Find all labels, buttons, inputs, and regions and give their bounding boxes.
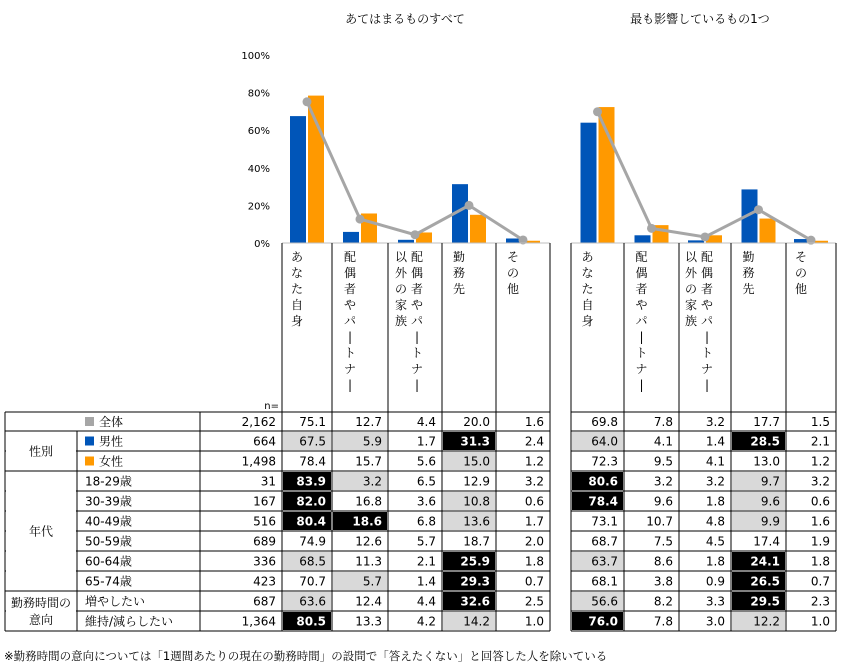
left-panel-bar-male [290, 116, 306, 243]
right-table-cell-value: 3.2 [810, 474, 830, 489]
left-table-cell-value: 2.5 [524, 594, 544, 609]
y-tick-label: 60% [247, 126, 270, 138]
left-table-cell-value: 5.7 [416, 534, 436, 549]
left-panel-category-label-char: | [347, 330, 353, 344]
left-panel-category-label-char: 偶 [343, 266, 357, 280]
right-panel-category-label-char: 勤 [742, 250, 755, 264]
right-table-cell-value: 2.3 [810, 594, 830, 609]
right-panel-category-label-char: 他 [794, 282, 808, 296]
right-table-cell-value: 0.6 [810, 494, 830, 509]
right-panel-overall-point [647, 224, 656, 233]
right-table-cell-value: 3.8 [653, 574, 673, 589]
right-panel-category-label-char: 自 [581, 298, 594, 312]
table-row-label: 50-59歳 [85, 534, 132, 549]
right-panel-title: 最も影響しているもの1つ [630, 12, 770, 26]
right-panel-bar-male [581, 123, 597, 243]
table-n-value: 2,162 [241, 415, 276, 429]
right-table-cell-value: 4.8 [705, 514, 725, 529]
left-panel-overall-point [303, 97, 312, 106]
table-n-value: 31 [260, 474, 276, 489]
right-table-cell-value: 1.4 [705, 434, 725, 449]
left-table-cell-value: 12.7 [355, 415, 382, 429]
right-table-cell-value: 4.5 [705, 534, 725, 549]
right-panel-category-label-char: ナ [635, 362, 648, 376]
left-table-cell-value: 4.4 [416, 415, 436, 429]
right-table-cell-value: 69.8 [591, 415, 618, 429]
left-panel-bar-female [470, 215, 486, 243]
right-table-cell-value: 9.6 [653, 494, 673, 509]
left-table-cell-value: 68.5 [299, 554, 326, 569]
left-panel-category-label-char: な [290, 266, 304, 280]
right-table-cell-value: 72.3 [591, 454, 618, 469]
right-table-cell-value: 9.9 [760, 514, 780, 529]
left-table-cell-value: 70.7 [299, 574, 326, 589]
right-panel-category-label-char: パ [700, 314, 714, 328]
group-label: 年代 [28, 524, 54, 539]
right-table-cell-value: 1.0 [810, 614, 830, 629]
table-n-value: 336 [253, 554, 276, 569]
right-table-cell-value: 1.6 [810, 514, 830, 529]
left-table-cell-value: 1.2 [524, 454, 544, 469]
right-panel-category-label-char: 家 [684, 298, 698, 312]
left-panel-category-label-char: 以 [394, 250, 408, 264]
right-table-cell-value: 3.3 [705, 594, 725, 609]
right-panel-category-label-char: の [684, 282, 698, 296]
legend-marker-male [85, 437, 94, 446]
right-table-cell-value: 80.6 [588, 474, 618, 489]
right-panel-category-label-char: 先 [742, 282, 755, 296]
left-table-cell-value: 31.3 [460, 434, 490, 449]
left-panel-overall-point [411, 230, 420, 239]
left-table-cell-value: 1.7 [416, 434, 436, 449]
right-panel-category-label-char: 者 [700, 282, 714, 296]
y-tick-label: 100% [241, 51, 270, 62]
left-panel-category-label-char: の [394, 282, 408, 296]
right-table-cell-value: 17.7 [753, 415, 780, 429]
right-table-cell-value: 12.2 [753, 614, 780, 629]
left-panel-category-label-char: や [410, 298, 424, 312]
footnote: ※勤務時間の意向については「1週間あたりの現在の勤務時間」の設問で「答えたくない」と回答した人を除いている [4, 649, 608, 663]
left-table-cell-value: 10.8 [463, 494, 490, 509]
right-table-cell-value: 68.1 [591, 574, 618, 589]
right-panel-category-label-char: な [581, 266, 594, 280]
right-table-cell-value: 29.5 [750, 594, 780, 609]
right-panel-category-label-char: 族 [684, 314, 698, 328]
left-panel-category-label-char: 身 [290, 314, 304, 328]
left-table-cell-value: 1.6 [524, 415, 544, 429]
left-table-cell-value: 80.5 [296, 614, 326, 629]
left-panel-category-label-char: 勤 [452, 250, 466, 264]
right-table-cell-value: 8.2 [653, 594, 673, 609]
table-row-label: 維持/減らしたい [85, 614, 174, 629]
left-panel-category-label-char: 先 [452, 282, 466, 296]
left-table-cell-value: 3.6 [416, 494, 436, 509]
right-panel-bar-male [635, 235, 651, 243]
left-table-cell-value: 75.1 [299, 415, 326, 429]
left-table-cell-value: 15.7 [355, 454, 382, 469]
y-tick-label: 20% [247, 201, 270, 213]
left-table-cell-value: 0.7 [524, 574, 544, 589]
y-tick-label: 80% [247, 88, 270, 100]
left-panel-title: あてはまるものすべて [345, 12, 465, 26]
legend-marker-female [85, 457, 94, 466]
left-table-cell-value: 1.4 [416, 574, 436, 589]
left-table-cell-value: 2.4 [524, 434, 544, 449]
right-panel-category-label-char: | [639, 378, 644, 392]
right-panel-category-label-char: ナ [700, 362, 714, 376]
left-panel-category-label-char: 家 [394, 298, 408, 312]
left-panel-category-label-char: た [290, 282, 304, 296]
right-table-cell-value: 9.7 [760, 474, 780, 489]
left-table-cell-value: 11.3 [355, 554, 382, 569]
right-table-cell-value: 9.6 [760, 494, 780, 509]
right-table-cell-value: 28.5 [750, 434, 780, 449]
table-n-value: 516 [253, 514, 276, 529]
left-panel-category-label-char: ト [343, 346, 357, 360]
left-panel-category-label-char: パ [343, 314, 357, 328]
left-panel-category-label-char: 務 [452, 266, 466, 280]
left-panel-overall-line [307, 102, 523, 240]
left-panel-category-label-char: 配 [410, 250, 424, 264]
table-row-label: 全体 [99, 415, 124, 429]
left-panel-bar-male [343, 232, 359, 243]
right-table-cell-value: 7.8 [653, 415, 673, 429]
left-panel-category-label-char: ナ [410, 362, 424, 376]
right-table-cell-value: 13.0 [753, 454, 780, 469]
right-panel-category-label-char: の [794, 266, 808, 280]
left-table-cell-value: 6.5 [416, 474, 436, 489]
right-table-cell-value: 9.5 [653, 454, 673, 469]
left-panel-category-label-char: ナ [343, 362, 357, 376]
right-table-cell-value: 17.4 [753, 534, 780, 549]
right-panel-category-label-char: パ [635, 314, 648, 328]
left-table-cell-value: 2.0 [524, 534, 544, 549]
left-table-cell-value: 18.6 [352, 514, 382, 529]
left-table-cell-value: 15.0 [463, 454, 490, 469]
left-table-cell-value: 14.2 [463, 614, 490, 629]
left-table-cell-value: 0.6 [524, 494, 544, 509]
right-panel-category-label-char: ト [635, 346, 648, 360]
right-table-cell-value: 1.8 [705, 554, 725, 569]
left-panel-bar-female [308, 96, 324, 243]
left-table-cell-value: 12.4 [355, 594, 382, 609]
table-n-value: 167 [253, 494, 276, 509]
right-table-cell-value: 1.5 [810, 415, 830, 429]
left-panel-category-label-char: | [347, 378, 353, 392]
left-table-cell-value: 12.9 [463, 474, 490, 489]
left-panel-overall-point [356, 215, 365, 224]
y-tick-label: 40% [247, 163, 270, 175]
right-table-cell-value: 10.7 [646, 514, 673, 529]
right-panel-category-label-char: 配 [700, 250, 714, 264]
right-panel-overall-point [754, 205, 763, 214]
table-row-label: 18-29歳 [85, 474, 132, 489]
left-table-cell-value: 5.9 [362, 434, 382, 449]
left-panel-category-label-char: | [414, 330, 420, 344]
left-panel-category-label-char: 配 [343, 250, 357, 264]
right-table-cell-value: 8.6 [653, 554, 673, 569]
right-panel-bar-female [599, 107, 615, 243]
left-table-cell-value: 12.6 [355, 534, 382, 549]
right-panel-category-label-char: 偶 [635, 266, 648, 280]
left-table-cell-value: 3.2 [524, 474, 544, 489]
table-row-label: 65-74歳 [85, 574, 132, 589]
left-table-cell-value: 29.3 [460, 574, 490, 589]
left-table-cell-value: 2.1 [416, 554, 436, 569]
right-panel-category-label-char: や [700, 298, 714, 312]
left-table-cell-value: 1.8 [524, 554, 544, 569]
right-panel-category-label-char: 務 [742, 266, 755, 280]
right-panel-category-label-char: 以 [684, 250, 698, 264]
right-table-cell-value: 1.9 [810, 534, 830, 549]
table-row-label: 40-49歳 [85, 514, 132, 529]
group-label: 意向 [28, 613, 54, 627]
left-table-cell-value: 18.7 [463, 534, 490, 549]
left-panel-category-label-char: | [414, 378, 420, 392]
left-table-cell-value: 5.6 [416, 454, 436, 469]
table-n-value: 1,498 [241, 454, 276, 469]
right-panel-category-label-char: | [704, 330, 710, 344]
table-n-value: 423 [253, 574, 276, 589]
left-table-cell-value: 5.7 [362, 574, 382, 589]
right-panel-category-label-char: あ [581, 250, 594, 264]
table-row-label: 男性 [99, 434, 124, 449]
right-panel-overall-point [593, 107, 602, 116]
right-table-cell-value: 78.4 [588, 494, 618, 509]
left-panel-category-label-char: 自 [290, 298, 304, 312]
right-table-cell-value: 1.2 [810, 454, 830, 469]
group-label: 勤務時間の [10, 596, 72, 610]
right-table-cell-value: 1.8 [810, 554, 830, 569]
left-panel-category-label-char: 外 [394, 266, 408, 280]
table-n-value: 664 [253, 434, 276, 449]
left-table-cell-value: 67.5 [299, 434, 326, 449]
right-panel-overall-line [598, 112, 812, 240]
right-table-cell-value: 3.2 [705, 474, 725, 489]
left-table-cell-value: 25.9 [460, 554, 490, 569]
y-tick-label: 0% [254, 239, 270, 250]
table-n-value: 1,364 [241, 614, 276, 629]
left-panel-category-label-char: 者 [410, 282, 424, 296]
table-row-label: 60-64歳 [85, 554, 132, 569]
legend-marker-overall [85, 417, 94, 426]
left-table-cell-value: 16.8 [355, 494, 382, 509]
right-table-cell-value: 1.8 [705, 494, 725, 509]
right-panel-category-label-char: ト [700, 346, 714, 360]
left-panel-category-label-char: あ [290, 250, 304, 264]
left-table-cell-value: 1.7 [524, 514, 544, 529]
right-table-cell-value: 73.1 [591, 514, 618, 529]
left-table-cell-value: 13.3 [355, 614, 382, 629]
left-table-cell-value: 78.4 [299, 454, 326, 469]
right-panel-category-label-char: 外 [684, 266, 698, 280]
right-panel-overall-point [701, 232, 710, 241]
right-panel-category-label-char: た [581, 282, 594, 296]
right-panel-category-label-char: 偶 [700, 266, 714, 280]
left-panel-category-label-char: 族 [394, 314, 408, 328]
right-table-cell-value: 4.1 [705, 454, 725, 469]
left-panel-category-label-char: ト [410, 346, 424, 360]
left-table-cell-value: 6.8 [416, 514, 436, 529]
right-table-cell-value: 3.2 [653, 474, 673, 489]
right-table-cell-value: 3.2 [705, 415, 725, 429]
right-panel-category-label-char: そ [794, 250, 808, 264]
right-panel-bar-female [760, 219, 776, 243]
left-table-cell-value: 63.6 [299, 594, 326, 609]
left-table-cell-value: 83.9 [296, 474, 326, 489]
right-table-cell-value: 3.0 [705, 614, 725, 629]
right-panel-category-label-char: 者 [635, 282, 648, 296]
right-table-cell-value: 26.5 [750, 574, 780, 589]
left-table-cell-value: 3.2 [362, 474, 382, 489]
table-n-value: 687 [253, 594, 276, 609]
left-table-cell-value: 4.2 [416, 614, 436, 629]
table-row-label: 30-39歳 [85, 494, 132, 509]
table-row-label: 増やしたい [85, 594, 146, 609]
table-n-value: 689 [253, 534, 276, 549]
right-table-cell-value: 24.1 [750, 554, 780, 569]
left-panel-category-label-char: の [506, 266, 520, 280]
left-panel-overall-point [465, 201, 474, 210]
left-panel-category-label-char: 者 [343, 282, 357, 296]
right-table-cell-value: 2.1 [810, 434, 830, 449]
right-table-cell-value: 64.0 [591, 434, 618, 449]
right-table-cell-value: 7.5 [653, 534, 673, 549]
left-table-cell-value: 1.0 [524, 614, 544, 629]
left-table-cell-value: 4.4 [416, 594, 436, 609]
right-table-cell-value: 76.0 [588, 614, 618, 629]
right-panel-category-label-char: | [704, 378, 710, 392]
right-table-cell-value: 0.7 [810, 574, 830, 589]
right-table-cell-value: 0.9 [705, 574, 725, 589]
right-panel-category-label-char: 配 [635, 250, 648, 264]
left-panel-category-label-char: 偶 [410, 266, 424, 280]
left-table-cell-value: 20.0 [463, 415, 490, 429]
left-panel-category-label-char: パ [410, 314, 424, 328]
left-panel-category-label-char: 他 [506, 282, 520, 296]
left-table-cell-value: 13.6 [463, 514, 490, 529]
left-panel-category-label-char: そ [506, 250, 520, 264]
left-table-cell-value: 82.0 [296, 494, 326, 509]
left-table-cell-value: 80.4 [296, 514, 326, 529]
right-panel-category-label-char: | [639, 330, 644, 344]
n-label: n= [264, 401, 279, 412]
right-table-cell-value: 4.1 [653, 434, 673, 449]
right-table-cell-value: 63.7 [591, 554, 618, 569]
right-table-cell-value: 56.6 [591, 594, 618, 609]
right-panel-category-label-char: や [635, 298, 648, 312]
left-table-cell-value: 32.6 [460, 594, 490, 609]
right-table-cell-value: 7.8 [653, 614, 673, 629]
left-table-cell-value: 74.9 [299, 534, 326, 549]
table-row-label: 女性 [99, 454, 124, 469]
group-label: 性別 [28, 444, 54, 459]
right-table-cell-value: 68.7 [591, 534, 618, 549]
right-panel-category-label-char: 身 [581, 314, 594, 328]
left-panel-category-label-char: や [343, 298, 357, 312]
